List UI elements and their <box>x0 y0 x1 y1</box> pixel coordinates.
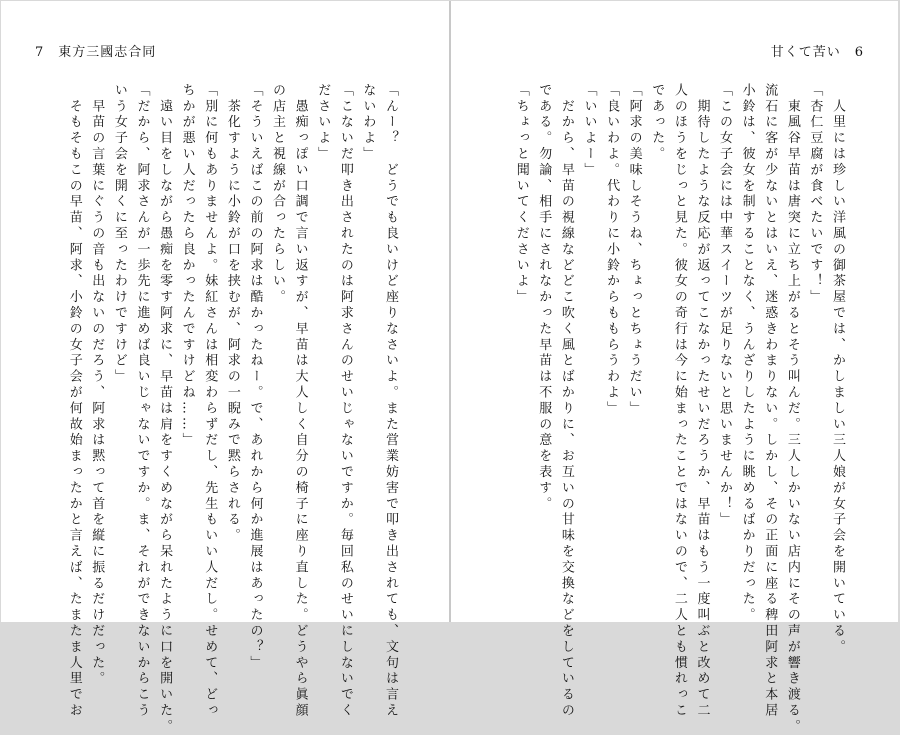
text-line: である。勿論、相手にされなかった早苗は不服の意を表す。 <box>536 83 552 513</box>
text-line: であった。 <box>649 83 665 163</box>
text-line: 流石に客が少ないとはいえ、迷惑きわまりない。しかし、その正面に座る稗田阿求と本居 <box>762 83 778 719</box>
text-line: 「いいよー」 <box>581 83 597 179</box>
text-line: 茶化すように小鈴が口を挟むが、阿求の一睨みで黙らされる。 <box>224 83 240 545</box>
text-line: ちかが悪い人だったら良かったんですけどね……」 <box>179 83 195 449</box>
text-line: 「んー？ どうでも良いけど座りなさいよ。また営業妨害で叩き出されても、文句は言え <box>383 83 398 719</box>
book-title: 東方三國志合同 <box>58 45 157 60</box>
text-line: 愚痴っぽい口調で言い返すが、早苗は大人しく自分の椅子に座り直した。どうやら眞顔 <box>292 83 308 719</box>
text-line: 「そういえばこの前の阿求は酷かったねー。で、あれから何か進展はあったの？」 <box>247 83 263 672</box>
text-line: 人里には珍しい洋風の御茶屋では、かしましい三人娘が女子会を開いている。 <box>830 83 845 656</box>
left-page-number: 7 <box>35 45 45 60</box>
text-line: 「だから、阿求さんが一歩先に進めば良いじゃないですか。ま、それができないからこう <box>134 83 150 719</box>
text-line: 人のほうをじっと見た。彼女の奇行は今に始まったことではないので、二人とも慣れっこ <box>671 83 687 719</box>
book-spread <box>1 1 898 735</box>
right-body-text <box>509 83 848 735</box>
text-line: 期待したような反応が返ってこなかったせいだろうか、早苗はもう一度叫ぶと改めて二 <box>694 83 710 719</box>
right-page-number: 6 <box>854 45 864 60</box>
text-line: 遠い目をしながら愚痴を零す阿求に、早苗は肩をすくめながら呆れたように口を開いた。 <box>157 83 173 735</box>
right-page <box>451 1 898 735</box>
text-line: の店主と視線が合ったらしい。 <box>270 83 286 306</box>
chapter-title: 甘くて苦い <box>770 45 841 60</box>
text-line: 早苗の言葉にぐうの音も出ないのだろう、阿求は黙って首を縦に振るだけだった。 <box>89 83 105 688</box>
right-running-head <box>771 41 864 60</box>
text-line: いう女子会を開くに至ったわけですけど」 <box>111 83 127 386</box>
text-line: 「こないだ叩き出されたのは阿求さんのせいじゃないですか。毎回私のせいにしないでく <box>337 83 353 719</box>
left-page <box>1 1 449 735</box>
text-line: 「良いわよ。代わりに小鈴からももらうわよ」 <box>604 83 620 417</box>
text-line: ないわよ」 <box>360 83 376 163</box>
text-line: 「ちょっと聞いてくださいよ」 <box>513 83 529 306</box>
left-running-head <box>35 41 156 60</box>
text-line: 「杏仁豆腐が食べたいです！」 <box>807 83 823 306</box>
text-line: 「阿求の美味しそうね、ちょっとちょうだい」 <box>626 83 642 417</box>
text-line: ださいよ」 <box>315 83 331 163</box>
text-line: そもそもこの早苗、阿求、小鈴の女子会が何故始まったかと言えば、たまたま人里でお <box>66 83 82 719</box>
left-body-text <box>62 83 401 735</box>
text-line: 「別に何もありませんよ。妹紅さんは相変わらずだし、先生もいい人だし。せめて、どっ <box>202 83 218 719</box>
text-line: だから、早苗の視線などどこ吹く風とばかりに、お互いの甘味を交換などをしているの <box>558 83 574 719</box>
text-line: 「この女子会には中華スイーツが足りないと思いませんか！」 <box>717 83 733 529</box>
text-line: 小鈴は、彼女を制することなく、うんざりしたように眺めるばかりだった。 <box>739 83 755 624</box>
text-line: 東風谷早苗は唐突に立ち上がるとそう叫んだ。三人しかいない店内にその声が響き渡る。 <box>784 83 800 735</box>
